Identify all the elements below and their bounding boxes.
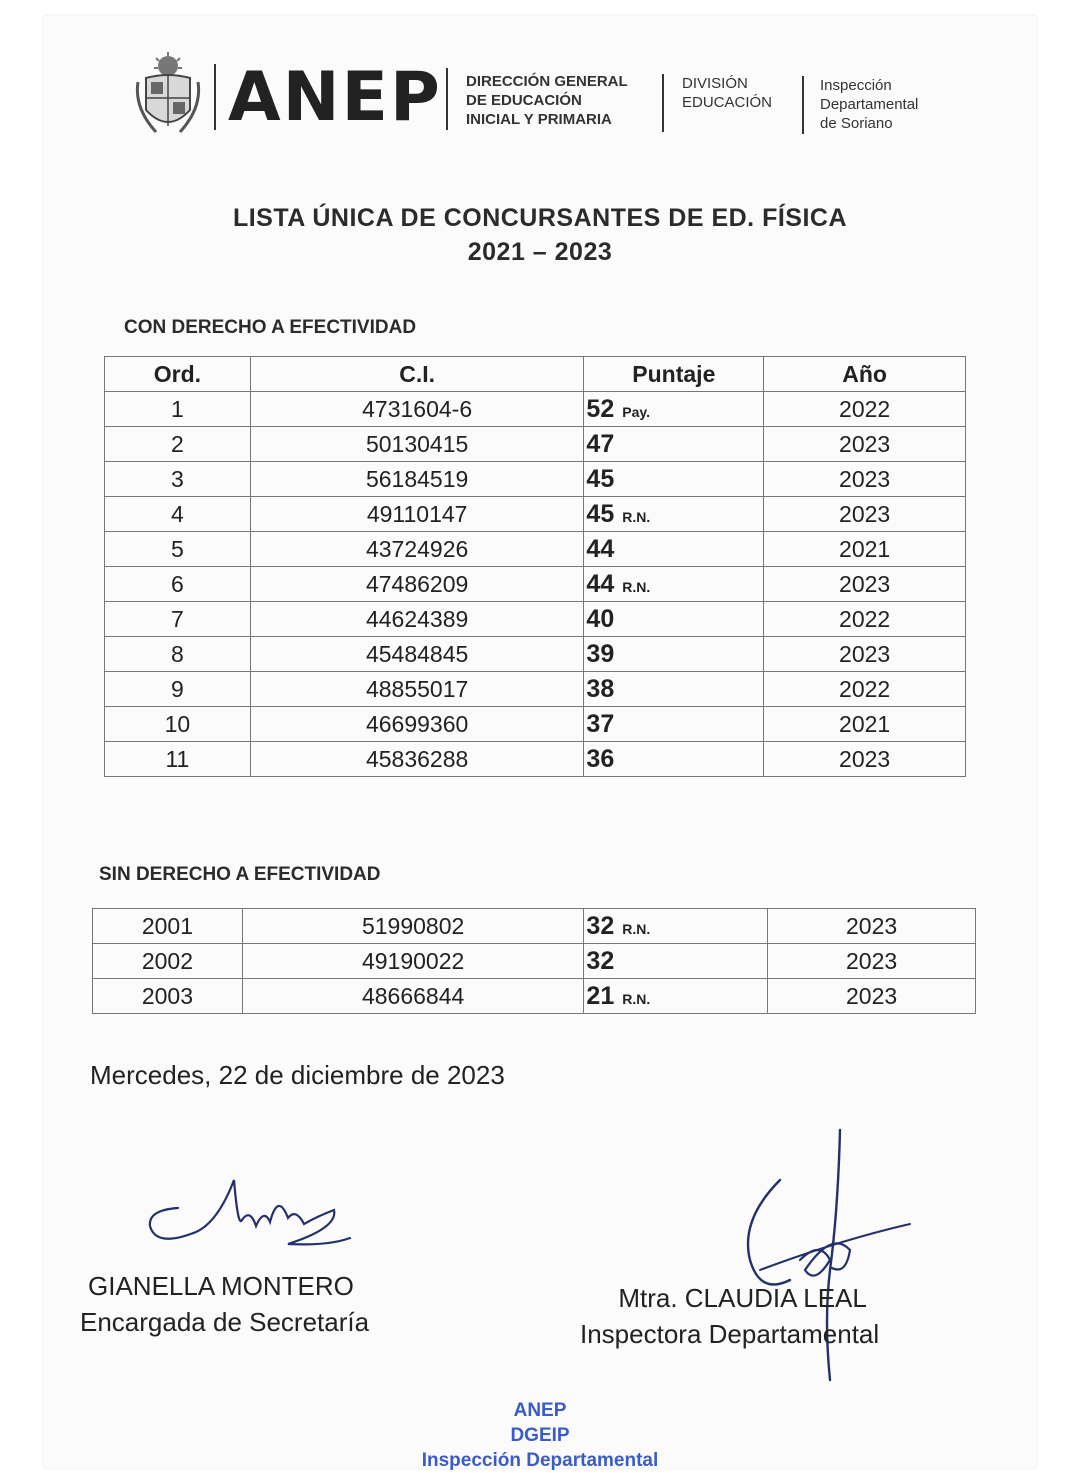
table-row <box>93 979 976 1014</box>
cell-year: 2022 <box>764 672 966 707</box>
table-row <box>105 567 966 602</box>
score-value: 44 <box>586 534 615 563</box>
inspeccion-label: Inspección Departamental de Soriano <box>820 77 919 132</box>
cell-score <box>584 427 764 462</box>
cell-score <box>584 707 764 742</box>
col-header-ord: Ord. <box>105 357 251 392</box>
score-note: Pay. <box>622 403 650 420</box>
cell-score <box>584 567 764 602</box>
cell-ci: 45484845 <box>250 637 584 672</box>
cell-ord: 2003 <box>93 979 243 1014</box>
cell-year: 2023 <box>764 742 966 777</box>
cell-ci: 48855017 <box>250 672 584 707</box>
cell-score <box>584 532 764 567</box>
cell-ord: 4 <box>105 497 251 532</box>
score-value: 36 <box>586 744 615 773</box>
score-value: 32 <box>586 946 615 975</box>
table-row <box>105 637 966 672</box>
cell-year: 2023 <box>764 497 966 532</box>
cell-ord: 3 <box>105 462 251 497</box>
table-row <box>105 497 966 532</box>
cell-ci: 49190022 <box>242 944 584 979</box>
signer-left-role: Encargada de Secretaría <box>80 1307 370 1337</box>
cell-ord: 7 <box>105 602 251 637</box>
document-period: 2021 – 2023 <box>467 238 613 266</box>
score-value: 38 <box>586 674 615 703</box>
document-title: LISTA ÚNICA DE CONCURSANTES DE ED. FÍSICA <box>232 204 848 232</box>
official-stamp: ANEP DGEIP Inspección Departamental <box>421 1400 659 1471</box>
uruguay-coat-of-arms-icon <box>132 52 204 142</box>
table-row <box>105 707 966 742</box>
cell-ord: 2 <box>105 427 251 462</box>
cell-score <box>584 637 764 672</box>
signature-left <box>138 1168 358 1258</box>
col-header-ci: C.I. <box>250 357 584 392</box>
cell-year: 2022 <box>764 602 966 637</box>
cell-score <box>584 742 764 777</box>
table-row <box>105 672 966 707</box>
score-note: R.N. <box>622 920 651 937</box>
cell-ord: 2002 <box>93 944 243 979</box>
signer-left <box>80 1268 370 1340</box>
cell-ci: 51990802 <box>242 909 584 944</box>
score-value: 45 <box>586 464 615 493</box>
signer-left-name: GIANELLA MONTERO <box>88 1271 354 1301</box>
cell-ci: 48666844 <box>242 979 584 1014</box>
score-value: 32 <box>586 911 615 940</box>
cell-ord: 11 <box>105 742 251 777</box>
cell-ci: 49110147 <box>250 497 584 532</box>
table-row <box>105 742 966 777</box>
score-value: 45 <box>586 499 615 528</box>
letterhead <box>132 52 952 142</box>
cell-year: 2021 <box>764 532 966 567</box>
score-note: R.N. <box>622 578 651 595</box>
section-with-label: CON DERECHO A EFECTIVIDAD <box>124 317 417 338</box>
cell-year: 2023 <box>768 979 976 1014</box>
cell-ord: 2001 <box>93 909 243 944</box>
cell-ci: 4731604-6 <box>250 392 584 427</box>
divider <box>214 64 216 130</box>
cell-score <box>584 909 768 944</box>
cell-ci: 56184519 <box>250 462 584 497</box>
cell-score <box>584 602 764 637</box>
score-value: 47 <box>586 429 615 458</box>
table-row <box>105 462 966 497</box>
score-value: 21 <box>586 981 615 1010</box>
score-note: R.N. <box>622 990 651 1007</box>
table-row <box>105 602 966 637</box>
cell-year: 2023 <box>764 637 966 672</box>
cell-score <box>584 944 768 979</box>
signer-right <box>580 1280 879 1352</box>
cell-score <box>584 672 764 707</box>
cell-score <box>584 497 764 532</box>
cell-score <box>584 392 764 427</box>
score-value: 37 <box>586 709 615 738</box>
divider <box>802 76 804 134</box>
cell-ci: 46699360 <box>250 707 584 742</box>
cell-year: 2022 <box>764 392 966 427</box>
anep-logo-text: ANEP <box>228 58 442 137</box>
table-row <box>105 427 966 462</box>
division-label: DIVISIÓN EDUCACIÓN <box>682 75 773 111</box>
cell-score <box>584 979 768 1014</box>
table-row <box>105 532 966 567</box>
score-value: 44 <box>586 569 615 598</box>
cell-ci: 47486209 <box>250 567 584 602</box>
cell-score <box>584 462 764 497</box>
signer-right-role: Inspectora Departamental <box>580 1319 880 1349</box>
cell-ci: 45836288 <box>250 742 584 777</box>
table-row <box>93 944 976 979</box>
cell-ord: 8 <box>105 637 251 672</box>
score-note: R.N. <box>622 508 651 525</box>
cell-ord: 9 <box>105 672 251 707</box>
divider <box>446 68 448 130</box>
table-row <box>105 392 966 427</box>
table-without-efectividad <box>92 908 976 1014</box>
cell-year: 2023 <box>768 909 976 944</box>
cell-ci: 43724926 <box>250 532 584 567</box>
cell-ord: 5 <box>105 532 251 567</box>
col-header-anio: Año <box>764 357 966 392</box>
section-without-label: SIN DERECHO A EFECTIVIDAD <box>99 864 381 885</box>
dgeip-label: DIRECCIÓN GENERAL DE EDUCACIÓN INICIAL Y PRIMARIA <box>466 73 628 128</box>
score-value: 52 <box>586 394 615 423</box>
cell-ord: 1 <box>105 392 251 427</box>
col-header-puntaje: Puntaje <box>584 357 764 392</box>
cell-ci: 44624389 <box>250 602 584 637</box>
cell-ord: 6 <box>105 567 251 602</box>
cell-ord: 10 <box>105 707 251 742</box>
cell-year: 2023 <box>764 567 966 602</box>
place-and-date: Mercedes, 22 de diciembre de 2023 <box>90 1060 505 1090</box>
cell-year: 2023 <box>768 944 976 979</box>
cell-year: 2023 <box>764 462 966 497</box>
cell-year: 2023 <box>764 427 966 462</box>
table-header-row <box>105 357 966 392</box>
divider <box>662 74 664 132</box>
cell-year: 2021 <box>764 707 966 742</box>
score-value: 39 <box>586 639 615 668</box>
signer-right-name: Mtra. CLAUDIA LEAL <box>618 1283 867 1313</box>
cell-ci: 50130415 <box>250 427 584 462</box>
table-row <box>93 909 976 944</box>
score-value: 40 <box>586 604 615 633</box>
table-with-efectividad <box>104 356 966 777</box>
